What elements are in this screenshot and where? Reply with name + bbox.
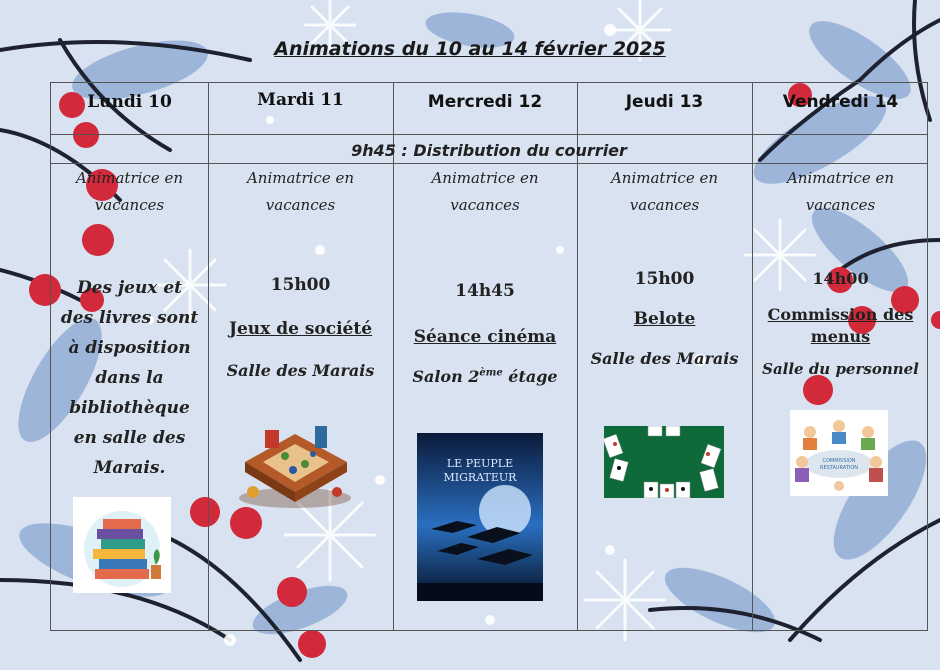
wednesday-activity-title: Séance cinéma (413, 327, 557, 347)
movie-poster-image (417, 433, 543, 601)
mail-distribution-banner: 9h45 : Distribution du courrier (351, 141, 627, 160)
committee-meeting-image (790, 410, 888, 496)
tuesday-place: Salle des Marais (226, 361, 375, 380)
day-header-friday: Vendredi 14 (782, 92, 899, 112)
poster-title-line2: MIGRATEUR (443, 471, 517, 484)
friday-activity-title: Commission des menus (767, 305, 914, 346)
tuesday-time: 15h00 (270, 275, 331, 295)
day-header-thursday: Jeudi 13 (625, 92, 704, 112)
wednesday-activity (393, 281, 577, 386)
day-header-wednesday: Mercredi 12 (427, 92, 543, 112)
tuesday-activity-title: Jeux de société (228, 319, 373, 339)
absence-monday: Animatrice en vacances (75, 169, 184, 214)
wednesday-time: 14h45 (455, 281, 515, 301)
poster-title-line1: LE PEUPLE (446, 457, 514, 470)
friday-activity (752, 269, 929, 378)
page-title: Animations du 10 au 14 février 2025 (274, 38, 666, 60)
books-image (73, 497, 171, 593)
day-header-tuesday: Mardi 11 (257, 90, 344, 110)
picture-caption-2: RESTAURATION (819, 465, 859, 471)
monday-library-note: Des jeux et des livres sont à disposition dans la bibliothèque en salle des Marais. (60, 278, 199, 478)
picture-caption-1: COMMISSION (822, 458, 856, 464)
absence-wednesday: Animatrice en vacances (431, 169, 539, 214)
absence-friday: Animatrice en vacances (786, 169, 895, 214)
wednesday-place: Salon 2ème étage (412, 367, 558, 386)
friday-time: 14h00 (812, 269, 869, 288)
thursday-place: Salle des Marais (590, 349, 739, 368)
tuesday-activity (208, 275, 393, 380)
board-game-image (235, 412, 355, 510)
thursday-activity-title: Belote (633, 309, 696, 329)
day-header-monday: Lundi 10 (87, 92, 172, 112)
absence-thursday: Animatrice en vacances (610, 169, 719, 214)
friday-place: Salle du personnel (762, 360, 919, 378)
thursday-time: 15h00 (634, 269, 695, 289)
absence-tuesday: Animatrice en vacances (246, 169, 355, 214)
thursday-activity (577, 269, 752, 368)
cards-image (604, 426, 724, 498)
